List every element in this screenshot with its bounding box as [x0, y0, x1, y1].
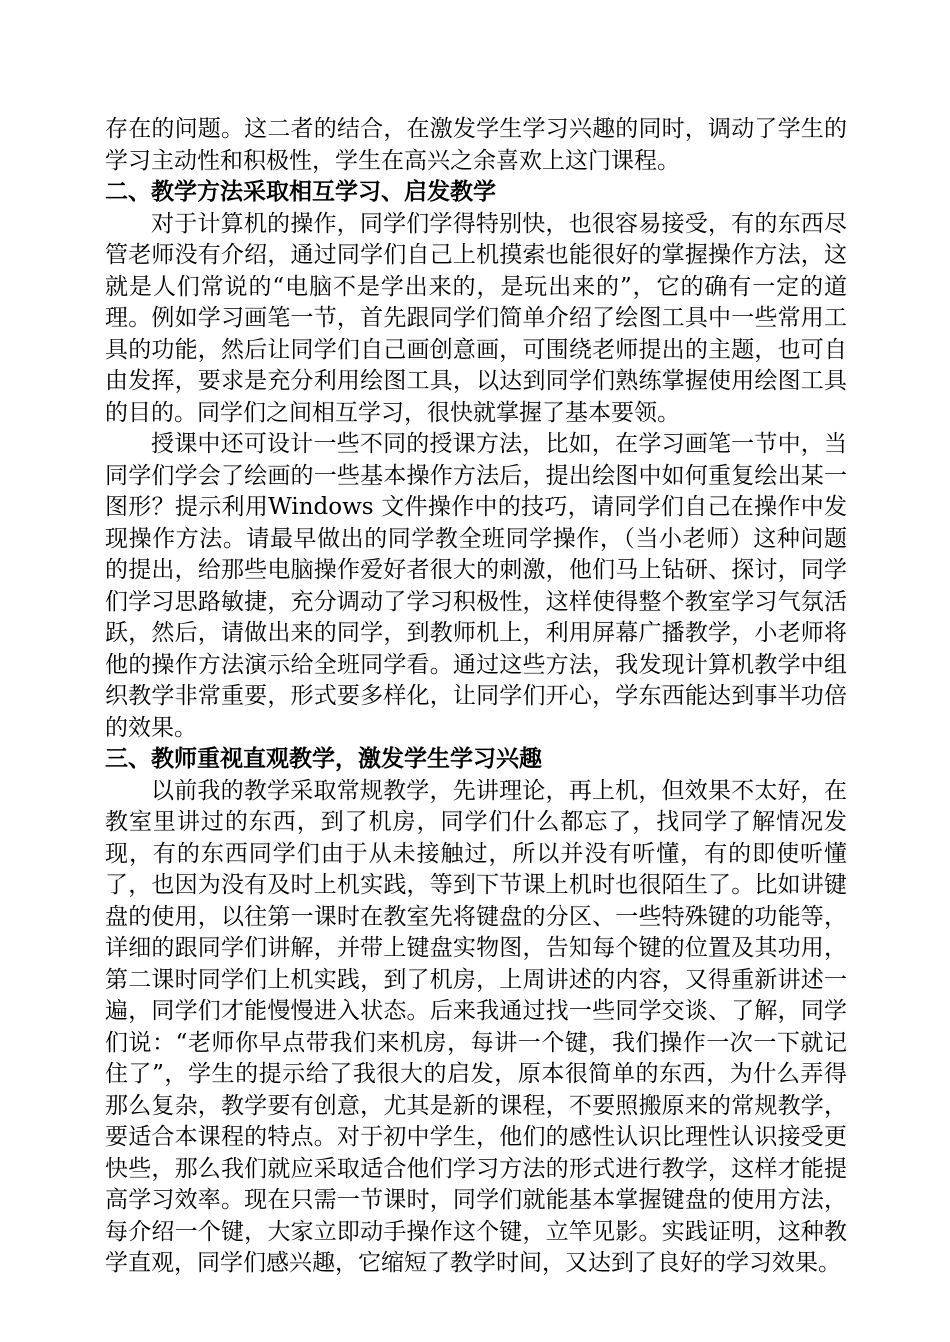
paragraph-body: 以前我的教学采取常规教学，先讲理论，再上机，但效果不太好，在教室里讲过的东西，到了机房，同学们什么都忘了，找同学了解情况发现，有的东西同学们由于从未接触过，所以并没有听懂，有的即使听懂了，也因为没有及时上机实践，等到下节课上机时也很陌生了。比如讲键盘的使用，以往第一课时在教室先将键盘的分区、一些特殊键的功能等，详细的跟同学们讲解，并带上键盘实物图，告知每个键的位置及其功用，第二课时同学们上机实践，到了机房，上周讲述的内容，又得重新讲述一遍，同学们才能慢慢进入状态。后来我通过找一些同学交谈、了解，同学们说：“老师你早点带我们来机房，每讲一个键，我们操作一次一下就记住了”，学生的提示给了我很大的启发，原本很简单的东西，为什么弄得那么复杂，教学要有创意，尤其是新的课程，不要照搬原来的常规教学，要适合本课程的特点。对于初中学生，他们的感性认识比理性认识接受更快些，那么我们就应采取适合他们学习方法的形式进行教学，这样才能提高学习效率。现在只需一节课时，同学们就能基本掌握键盘的使用方法，每介绍一个键，大家立即动手操作这个键，立竿见影。实践证明，这种教学直观，同学们感兴趣，它缩短了教学时间，又达到了良好的学习效果。: [105, 777, 847, 1276]
paragraph-continuation: 存在的问题。这二者的结合，在激发学生学习兴趣的同时，调动了学生的学习主动性和积极性，学生在高兴之余喜欢上这门课程。: [105, 116, 847, 174]
paragraph-body: 对于计算机的操作，同学们学得特别快，也很容易接受，有的东西尽管老师没有介绍，通过同学们自己上机摸索也能很好的掌握操作方法，这就是人们常说的“电脑不是学出来的，是玩出来的”，它的确有一定的道理。例如学习画笔一节，首先跟同学们简单介绍了绘图工具中一些常用工具的功能，然后让同学们自己画创意画，可围绕老师提出的主题，也可自由发挥，要求是充分利用绘图工具，以达到同学们熟练掌握使用绘图工具的目的。同学们之间相互学习，很快就掌握了基本要领。: [105, 210, 847, 426]
section-heading-3: 三、教师重视直观教学，激发学生学习兴趣: [105, 746, 542, 772]
paragraph-body: 授课中还可设计一些不同的授课方法，比如，在学习画笔一节中，当同学们学会了绘画的一些基本操作方法后，提出绘图中如何重复绘出某一图形？提示利用Windows 文件操作中的技巧，请同学们自己在操作中发现操作方法。请最早做出的同学教全班同学操作，（当小老师）这种问题的提出，给那些电脑操作爱好者很大的刺激，他们马上钻研、探讨，同学们学习思路敏捷，充分调动了学习积极性，这样使得整个教室学习气氛活跃，然后，请做出来的同学，到教师机上，利用屏幕广播教学，小老师将他的操作方法演示给全班同学看。通过这些方法，我发现计算机教学中组织教学非常重要，形式要多样化，让同学们开心，学东西能达到事半功倍的效果。: [105, 431, 847, 741]
section-heading-2: 二、教学方法采取相互学习、启发教学: [105, 179, 496, 205]
document-body: [105, 114, 847, 1280]
